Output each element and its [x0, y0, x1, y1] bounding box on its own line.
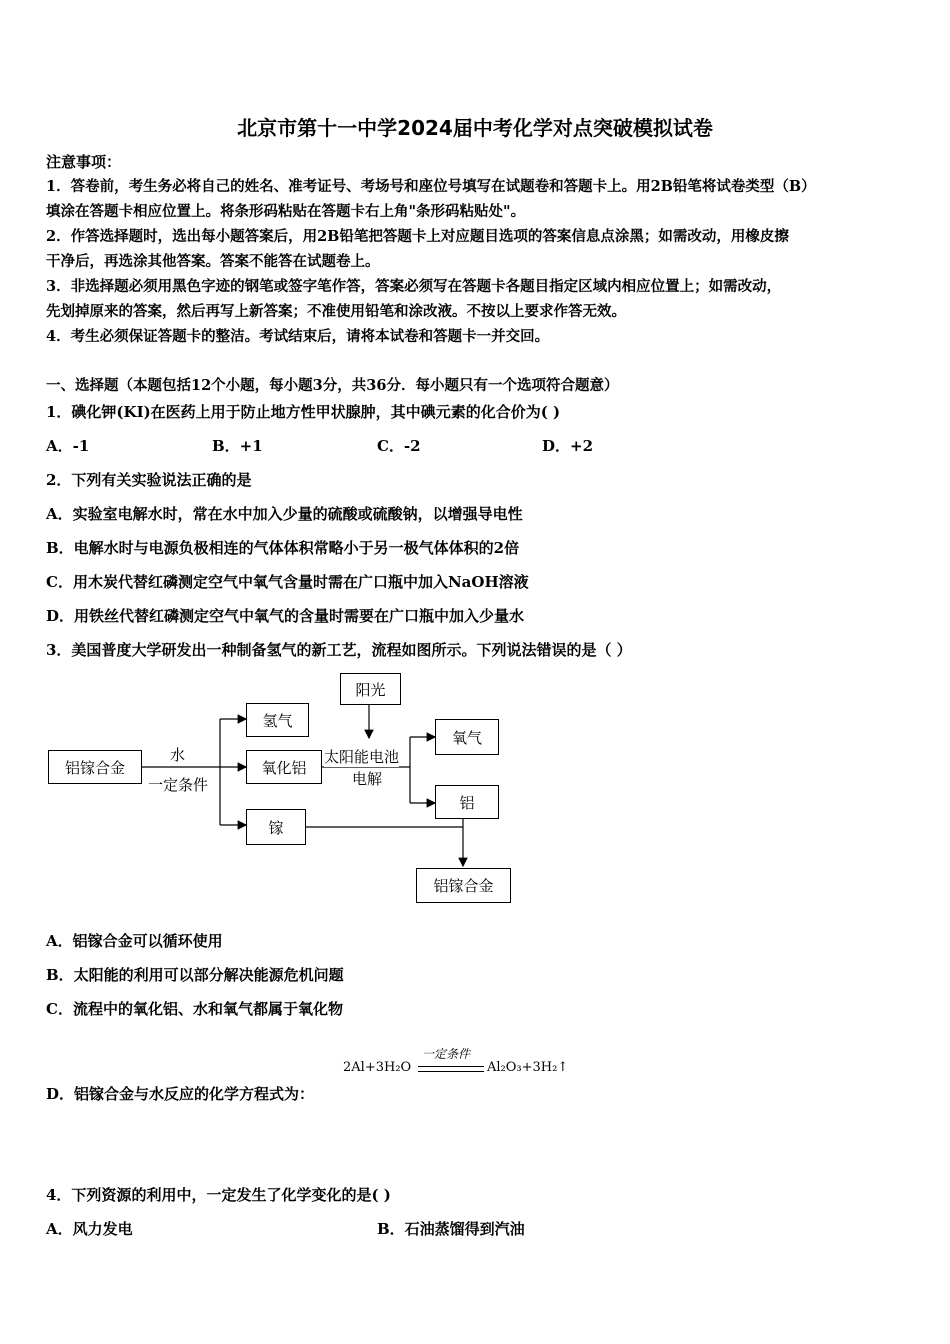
box-alloy-end: 铝镓合金	[416, 868, 511, 903]
question-1-option-b: B．+1	[212, 437, 263, 455]
label-solar-cell: 太阳能电池	[324, 748, 400, 766]
notice-line: 4．考生必须保证答题卡的整洁。考试结束后，请将本试卷和答题卡一并交回。	[46, 328, 550, 345]
question-3-option-d: D．铝镓合金与水反应的化学方程式为：	[46, 1085, 315, 1103]
question-2-option-c: C．用木炭代替红磷测定空气中氧气含量时需在广口瓶中加入NaOH溶液	[46, 573, 529, 591]
notice-line: 2．作答选择题时，选出每小题答案后，用2B铅笔把答题卡上对应题目选项的答案信息点涂黑；如需改动，用橡皮擦	[46, 228, 789, 245]
page-title: 北京市第十一中学2024届中考化学对点突破模拟试卷	[237, 116, 713, 140]
section-heading: 一、选择题（本题包括12个小题，每小题3分，共36分．每小题只有一个选项符合题意）	[46, 377, 619, 394]
notice-line: 1．答卷前，考生务必将自己的姓名、准考证号、考场号和座位号填写在试题卷和答题卡上。用2B铅笔将试卷类型（B）	[46, 178, 816, 195]
label-electrolysis: 电解	[352, 770, 383, 788]
box-oxygen: 氧气	[435, 719, 499, 755]
question-4-option-b: B．石油蒸馏得到汽油	[377, 1220, 525, 1238]
question-2-option-d: D．用铁丝代替红磷测定空气中氧气的含量时需要在广口瓶中加入少量水	[46, 607, 525, 625]
question-3-option-b: B．太阳能的利用可以部分解决能源危机问题	[46, 966, 344, 984]
box-gallium: 镓	[246, 809, 306, 845]
question-4-option-a: A．风力发电	[46, 1220, 133, 1238]
notice-heading: 注意事项：	[46, 153, 122, 171]
box-alumina: 氧化铝	[246, 750, 322, 784]
question-4-stem: 4．下列资源的利用中，一定发生了化学变化的是( )	[46, 1186, 391, 1204]
notice-line: 先划掉原来的答案，然后再写上新答案；不准使用铅笔和涂改液。不按以上要求作答无效。	[46, 303, 626, 320]
question-2-option-a: A．实验室电解水时，常在水中加入少量的硫酸或硫酸钠，以增强导电性	[46, 505, 523, 523]
equation-left: 2Al+3H₂O	[343, 1060, 412, 1075]
question-2-option-b: B．电解水时与电源负极相连的气体体积常略小于另一极气体体积的2倍	[46, 539, 520, 557]
notice-line: 干净后，再选涂其他答案。答案不能答在试题卷上。	[46, 253, 380, 270]
notice-line: 3．非选择题必须用黑色字迹的钢笔或签字笔作答，答案必须写在答题卡各题目指定区域内相应位置上；如需改动，	[46, 278, 782, 295]
notice-line: 填涂在答题卡相应位置上。将条形码粘贴在答题卡右上角"条形码粘贴处"。	[46, 203, 526, 220]
question-3-stem: 3．美国普度大学研发出一种制备氢气的新工艺，流程如图所示。下列说法错误的是（ ）	[46, 641, 632, 659]
box-hydrogen: 氢气	[246, 703, 309, 737]
question-1-option-c: C．-2	[377, 437, 421, 455]
question-1-option-d: D．+2	[542, 437, 594, 455]
question-1-stem: 1．碘化钾(KI)在医药上用于防止地方性甲状腺肿，其中碘元素的化合价为( )	[46, 403, 561, 421]
box-sunlight: 阳光	[340, 673, 401, 705]
box-aluminum: 铝	[435, 785, 499, 819]
equation-condition: 一定条件	[422, 1047, 471, 1061]
label-water: 水	[170, 746, 186, 764]
question-1-option-a: A．-1	[46, 437, 90, 455]
question-3-option-a: A．铝镓合金可以循环使用	[46, 932, 223, 950]
equation-right: Al₂O₃+3H₂↑	[487, 1060, 569, 1075]
question-3-option-c: C．流程中的氧化铝、水和氧气都属于氧化物	[46, 1000, 343, 1018]
question-2-stem: 2．下列有关实验说法正确的是	[46, 471, 252, 489]
equation-double-line	[418, 1066, 484, 1072]
box-alloy-start: 铝镓合金	[48, 750, 142, 784]
label-condition: 一定条件	[148, 776, 209, 794]
